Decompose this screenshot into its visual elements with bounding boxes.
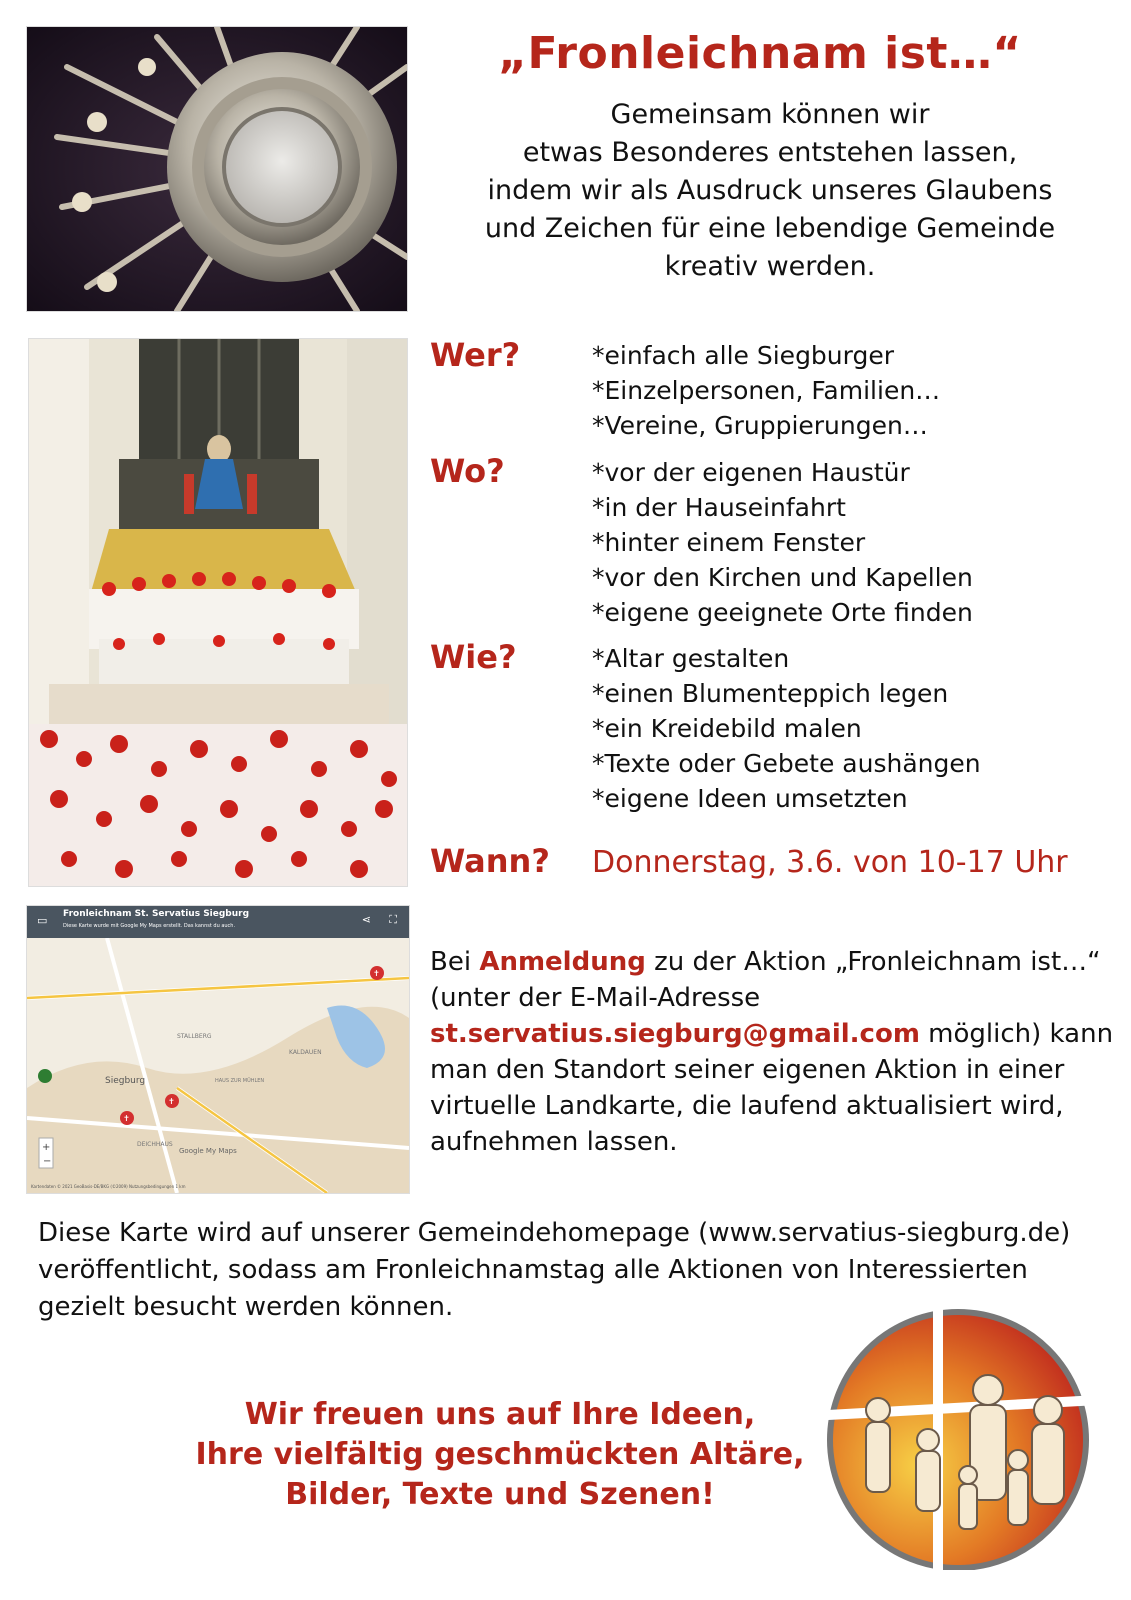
svg-text:−: − (43, 1156, 52, 1167)
intro-line: indem wir als Ausdruck unseres Glaubens (487, 175, 1053, 206)
question-wie: Wie? (430, 638, 517, 676)
question-wann: Wann? (430, 842, 550, 880)
list-item: *Texte oder Gebete aushängen (592, 749, 981, 778)
map-pin-icon[interactable] (120, 1111, 134, 1125)
svg-text:✝: ✝ (168, 1097, 175, 1106)
list-item: *Vereine, Gruppierungen… (592, 411, 928, 440)
fullscreen-icon[interactable]: ⛶ (389, 913, 397, 926)
share-icon[interactable]: ⋖ (361, 913, 371, 926)
map-label: STALLBERG (177, 1033, 212, 1040)
list-item: *in der Hauseinfahrt (592, 493, 846, 522)
family-cross-logo (818, 1300, 1110, 1570)
answer-wann: Donnerstag, 3.6. von 10-17 Uhr (592, 845, 1068, 880)
list-item: *hinter einem Fenster (592, 528, 866, 557)
closing-line: Bilder, Texte und Szenen! (285, 1477, 715, 1512)
registration-text (430, 944, 1120, 1160)
altar-illustration (29, 339, 407, 886)
list-item: *Altar gestalten (592, 644, 790, 673)
list-item: *einfach alle Siegburger (592, 341, 895, 370)
intro-line: etwas Besonderes entstehen lassen, (522, 137, 1018, 168)
altar-photo (28, 338, 408, 887)
list-item: *einen Blumenteppich legen (592, 679, 949, 708)
question-wer: Wer? (430, 336, 521, 374)
map-label: KALDAUEN (289, 1049, 322, 1056)
text-span: möglich) kann man den Standort seiner eigenen Aktion in einer virtuelle Landkarte, die laufend aktualisiert wird, aufnehmen lassen. (430, 1019, 1114, 1157)
menu-icon[interactable]: ▭ (37, 914, 48, 927)
map-pin-icon[interactable] (370, 966, 384, 980)
answer-wie (592, 641, 981, 816)
map-label: Siegburg (105, 1076, 146, 1086)
map-pin-icon[interactable] (38, 1069, 52, 1083)
map-label: Google My Maps (179, 1147, 237, 1155)
answer-wo (592, 455, 973, 630)
map-label: DEICHHAUS (137, 1141, 173, 1148)
map-footer: Kartendaten © 2021 GeoBasis-DE/BKG (©2009) Nutzungsbedingungen 1 km (31, 1184, 186, 1189)
text-span: zu der Aktion „Fronleichnam ist…“ (unter der E-Mail-Adresse (430, 947, 1101, 1013)
list-item: *ein Kreidebild malen (592, 714, 862, 743)
svg-text:+: + (42, 1142, 51, 1153)
anmeldung-highlight: Anmeldung (479, 947, 646, 977)
question-wo: Wo? (430, 452, 505, 490)
intro-line: Gemeinsam können wir (610, 99, 930, 130)
list-item: *vor den Kirchen und Kapellen (592, 563, 973, 592)
publish-text: Diese Karte wird auf unserer Gemeindehomepage (www.servatius-siegburg.de) veröffentlicht, sodass am Fronleichnamstag alle Aktionen von Interessierten gezielt besucht werden können. (38, 1218, 1071, 1322)
map-subtitle: Diese Karte wurde mit Google My Maps erstellt. Das kannst du auch. (63, 923, 236, 929)
page-title: „Fronleichnam ist…“ (498, 28, 1022, 79)
map-label: HAUS ZUR MÜHLEN (215, 1078, 265, 1084)
map-title: Fronleichnam St. Servatius Siegburg (63, 909, 250, 919)
monstrance-illustration (27, 27, 407, 311)
list-item: *eigene geeignete Orte finden (592, 598, 973, 627)
intro-text (420, 96, 1120, 286)
closing-line: Ihre vielfältig geschmückten Altäre, (195, 1437, 805, 1472)
closing-text (160, 1395, 840, 1515)
parish-logo (818, 1300, 1110, 1570)
map-pin-icon[interactable] (165, 1094, 179, 1108)
answer-wer (592, 338, 940, 443)
text-span: Bei (430, 947, 480, 977)
svg-text:✝: ✝ (373, 969, 380, 978)
map-canvas[interactable] (27, 938, 409, 1193)
list-item: *eigene Ideen umsetzten (592, 784, 908, 813)
closing-line: Wir freuen uns auf Ihre Ideen, (244, 1397, 756, 1432)
intro-line: kreativ werden. (664, 251, 876, 282)
email-link[interactable]: st.servatius.siegburg@gmail.com (430, 1019, 920, 1049)
monstrance-photo (26, 26, 408, 312)
map-screenshot (26, 905, 410, 1194)
intro-line: und Zeichen für eine lebendige Gemeinde (484, 213, 1056, 244)
list-item: *Einzelpersonen, Familien… (592, 376, 941, 405)
list-item: *vor der eigenen Haustür (592, 458, 910, 487)
map-header (27, 906, 409, 938)
svg-text:✝: ✝ (123, 1114, 130, 1123)
